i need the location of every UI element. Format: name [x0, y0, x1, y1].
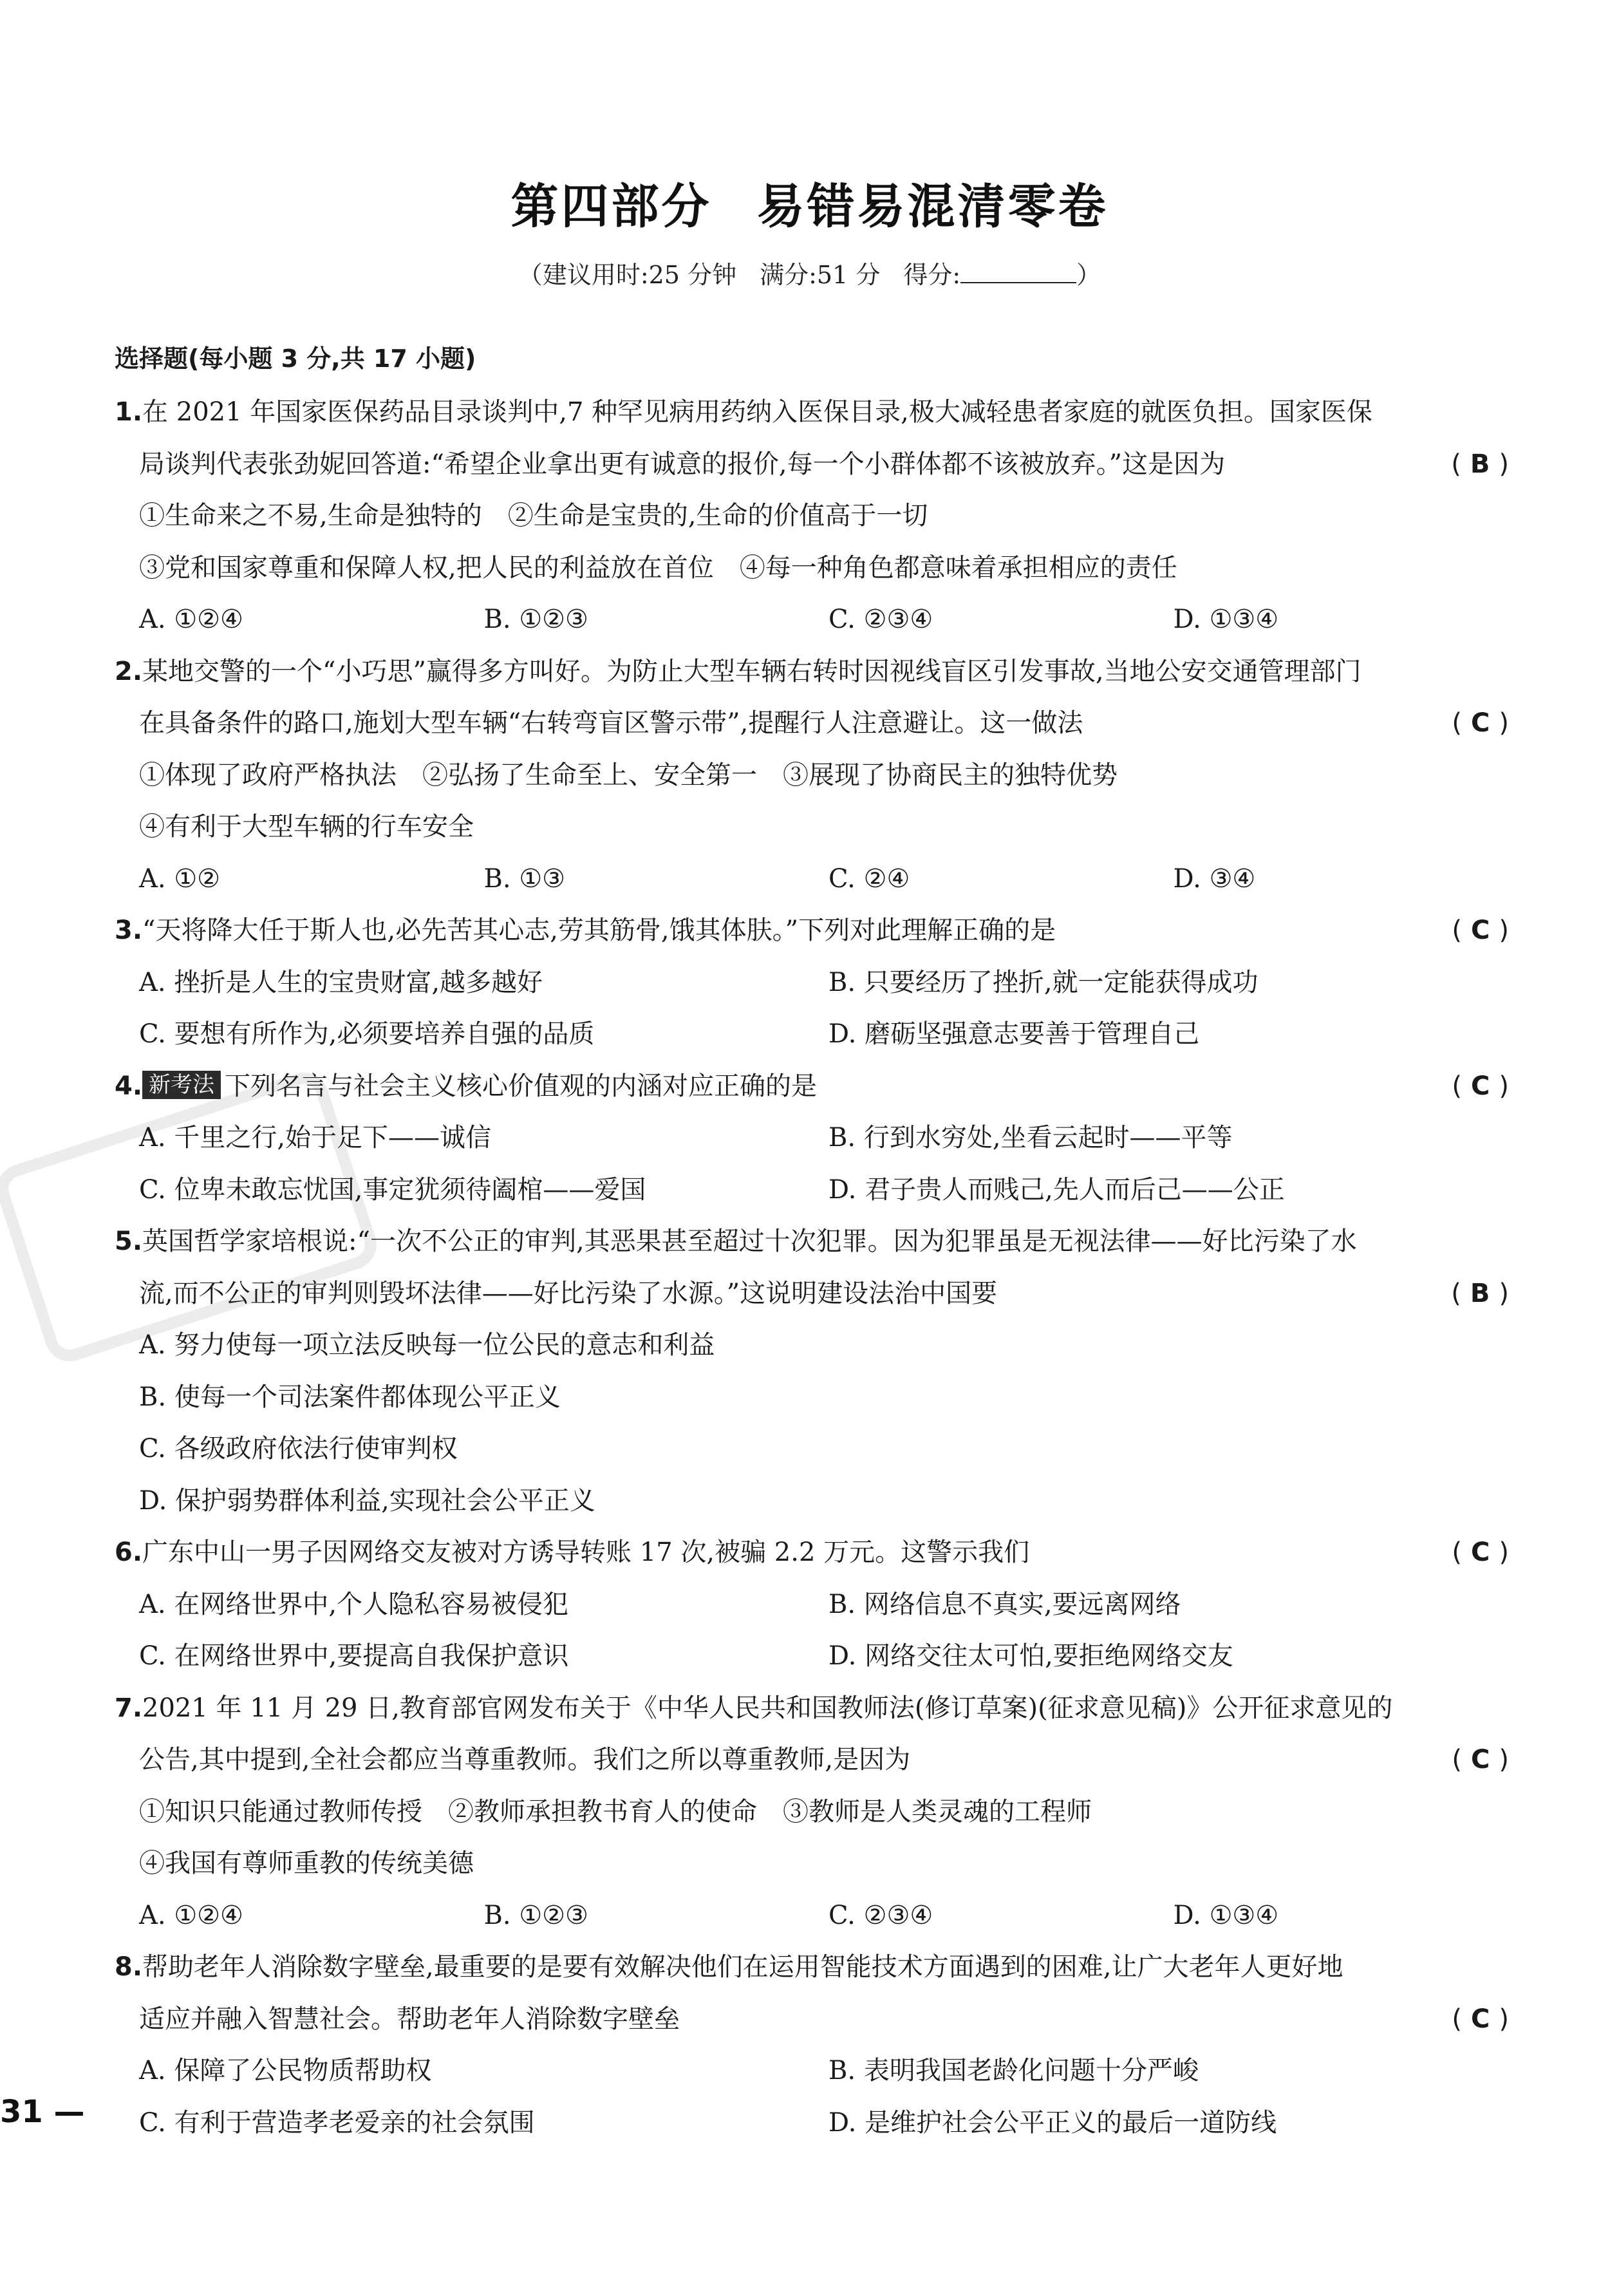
exam-info — [0, 255, 1619, 290]
answer-mark: (C) — [1452, 1745, 1518, 1774]
answer-letter: B — [1470, 449, 1499, 479]
answer-mark: (B) — [1451, 1278, 1518, 1308]
question-stem-text: 流,而不公正的审判则毁坏法律——好比污染了水源。”这说明建设法治中国要 — [139, 1278, 998, 1308]
options-row — [115, 957, 1518, 1009]
statement-line: ①知识只能通过教师传授 ②教师承担教书育人的使命 ③教师是人类灵魂的工程师 — [139, 1796, 1092, 1827]
page-title — [0, 169, 1619, 237]
option-choice[interactable]: C. 各级政府依法行使审判权 — [139, 1434, 458, 1463]
section-title: 选择题(每小题 3 分,共 17 小题) — [115, 344, 476, 373]
statement-line: ③党和国家尊重和保障人权,把人民的利益放在首位 ④每一种角色都意味着承担相应的责任 — [139, 552, 1177, 583]
answer-letter: C — [1471, 708, 1499, 738]
option-choice[interactable]: A. ①②④ — [139, 1900, 243, 1930]
page-number: 31 — — [0, 2094, 85, 2130]
answer-letter: C — [1471, 1745, 1499, 1774]
question-number: 7. — [115, 1693, 143, 1723]
time-label: （建议用时:25 分钟 — [518, 261, 737, 289]
option-choice[interactable]: B. 只要经历了挫折,就一定能获得成功 — [828, 967, 1259, 997]
question-stem-text: 下列名言与社会主义核心价值观的内涵对应正确的是 — [225, 1071, 818, 1101]
option-choice[interactable]: A. ①②④ — [139, 605, 243, 634]
question-stem-text: 英国哲学家培根说:“一次不公正的审判,其恶果甚至超过十次犯罪。因为犯罪虽是无视法律——好比污染了水 — [142, 1227, 1357, 1256]
question-stem-line — [115, 697, 1518, 749]
question-stem-text: 在具备条件的路口,施划大型车辆“右转弯盲区警示带”,提醒行人注意避让。这一做法 — [139, 708, 1083, 738]
answer-letter: C — [1471, 2004, 1499, 2034]
question-stem-text: 帮助老年人消除数字壁垒,最重要的是要有效解决他们在运用智能技术方面遇到的困难,让广大老年人更好地 — [142, 1952, 1343, 1982]
answer-mark: (C) — [1452, 2004, 1518, 2034]
option-choice[interactable]: C. 在网络世界中,要提高自我保护意识 — [139, 1641, 569, 1671]
options-row — [115, 853, 1518, 905]
question-number: 1. — [115, 397, 143, 427]
option-choice[interactable]: C. ②③④ — [828, 605, 933, 634]
question-stem-text: 2021 年 11 月 29 日,教育部官网发布关于《中华人民共和国教师法(修订草案)(征求意见稿)》公开征求意见的 — [142, 1693, 1393, 1723]
option-choice[interactable]: D. 是维护社会公平正义的最后一道防线 — [828, 2107, 1277, 2138]
option-choice[interactable]: B. 表明我国老龄化问题十分严峻 — [828, 2056, 1199, 2085]
option-choice[interactable]: C. 位卑未敢忘忧国,事定犹须待阖棺——爱国 — [139, 1174, 646, 1205]
options-row — [115, 2097, 1518, 2149]
question-stem-line — [115, 1682, 1518, 1735]
answer-mark: (B) — [1451, 449, 1518, 479]
question-stem-text: 局谈判代表张劲妮回答道:“希望企业拿出更有诚意的报价,每一个小群体都不该被放弃。”这是因为 — [139, 449, 1226, 479]
question-stem-line — [115, 646, 1518, 698]
statement-line: ①生命来之不易,生命是独特的 ②生命是宝贵的,生命的价值高于一切 — [139, 501, 928, 531]
answer-mark: (C) — [1452, 1538, 1518, 1567]
option-choice[interactable]: D. 网络交往太可怕,要拒绝网络交友 — [828, 1641, 1233, 1671]
option-choice[interactable]: B. ①②③ — [483, 605, 588, 634]
answer-mark: (C) — [1452, 1071, 1518, 1101]
statement-line: ④有利于大型车辆的行车安全 — [139, 812, 474, 842]
option-choice[interactable]: B. ①③ — [483, 863, 566, 894]
question-stem-text: 在 2021 年国家医保药品目录谈判中,7 种罕见病用药纳入医保目录,极大减轻患者家庭的就医负担。国家医保 — [142, 397, 1372, 427]
question-stem-text: “天将降大任于斯人也,必先苦其心志,劳其筋骨,饿其体肤。”下列对此理解正确的是 — [142, 916, 1056, 945]
answer-letter: C — [1471, 1071, 1499, 1101]
question-stem-text: 适应并融入智慧社会。帮助老年人消除数字壁垒 — [139, 2004, 680, 2034]
option-choice[interactable]: C. 要想有所作为,必须要培养自强的品质 — [139, 1019, 595, 1049]
got-label: 得分: — [903, 261, 961, 289]
answer-letter: B — [1470, 1278, 1499, 1308]
options-row — [115, 1008, 1518, 1060]
answer-mark: (C) — [1452, 708, 1518, 738]
options-row — [115, 2045, 1518, 2097]
option-choice[interactable]: B. 使每一个司法案件都体现公平正义 — [139, 1382, 561, 1412]
question-stem-text: 广东中山一男子因网络交友被对方诱导转账 17 次,被骗 2.2 万元。这警示我们 — [142, 1538, 1030, 1567]
question-stem-text: 公告,其中提到,全社会都应当尊重教师。我们之所以尊重教师,是因为 — [139, 1745, 911, 1774]
options-row — [115, 1630, 1518, 1682]
title-part: 第四部分 — [510, 179, 712, 234]
question-stem-line — [115, 1527, 1518, 1579]
option-choice[interactable]: B. 行到水穷处,坐看云起时——平等 — [828, 1123, 1233, 1153]
close-paren: ） — [1076, 261, 1101, 289]
option-choice[interactable]: C. ②④ — [828, 863, 910, 894]
answer-letter: C — [1471, 916, 1499, 945]
option-choice[interactable]: A. 努力使每一项立法反映每一位公民的意志和利益 — [139, 1330, 715, 1360]
question-stem-text: 某地交警的一个“小巧思”赢得多方叫好。为防止大型车辆右转时因视线盲区引发事故,当地公安交通管理部门 — [142, 656, 1362, 686]
options-row — [115, 1579, 1518, 1631]
option-choice[interactable]: C. 有利于营造孝老爱亲的社会氛围 — [139, 2107, 535, 2138]
answer-letter: C — [1471, 1538, 1499, 1567]
score-label: 满分:51 分 — [760, 261, 881, 289]
question-stem-line — [115, 1941, 1518, 1993]
title-name: 易错易混清零卷 — [756, 179, 1109, 234]
option-choice[interactable]: D. ③④ — [1173, 863, 1256, 894]
option-choice[interactable]: D. ①③④ — [1173, 605, 1279, 634]
option-choice[interactable]: D. 君子贵人而贱己,先人而后己——公正 — [828, 1174, 1285, 1205]
question-number: 3. — [115, 916, 143, 945]
option-choice[interactable]: A. 在网络世界中,个人隐私容易被侵犯 — [139, 1589, 569, 1619]
score-blank[interactable] — [960, 263, 1076, 283]
option-choice[interactable]: A. 挫折是人生的宝贵财富,越多越好 — [139, 967, 543, 997]
option-choice[interactable]: B. ①②③ — [483, 1900, 588, 1930]
answer-mark: (C) — [1452, 916, 1518, 945]
question-stem-line — [115, 386, 1518, 438]
question-stem-line — [115, 1993, 1518, 2046]
question-number: 6. — [115, 1538, 143, 1567]
new-method-tag: 新考法 — [142, 1071, 221, 1099]
question-number: 8. — [115, 1952, 143, 1982]
option-choice[interactable]: C. ②③④ — [828, 1900, 933, 1930]
question-stem-line — [115, 905, 1518, 957]
option-choice[interactable]: D. ①③④ — [1173, 1900, 1279, 1930]
statement-line: ④我国有尊师重教的传统美德 — [139, 1849, 474, 1878]
options-row — [115, 1890, 1518, 1942]
question-stem-line — [115, 1734, 1518, 1786]
question-stem-line — [115, 438, 1518, 491]
option-choice[interactable]: B. 网络信息不真实,要远离网络 — [828, 1589, 1181, 1619]
option-choice[interactable]: A. 千里之行,始于足下——诚信 — [139, 1123, 492, 1153]
question-number: 5. — [115, 1227, 143, 1256]
option-choice[interactable]: D. 磨砺坚强意志要善于管理自己 — [828, 1019, 1200, 1049]
options-row — [115, 594, 1518, 646]
question-number: 4. — [115, 1071, 143, 1101]
option-choice[interactable]: A. 保障了公民物质帮助权 — [139, 2056, 432, 2085]
option-choice[interactable]: A. ①② — [139, 863, 221, 894]
statement-line: ①体现了政府严格执法 ②弘扬了生命至上、安全第一 ③展现了协商民主的独特优势 — [139, 760, 1118, 790]
question-number: 2. — [115, 656, 143, 686]
option-choice[interactable]: D. 保护弱势群体利益,实现社会公平正义 — [139, 1485, 595, 1516]
